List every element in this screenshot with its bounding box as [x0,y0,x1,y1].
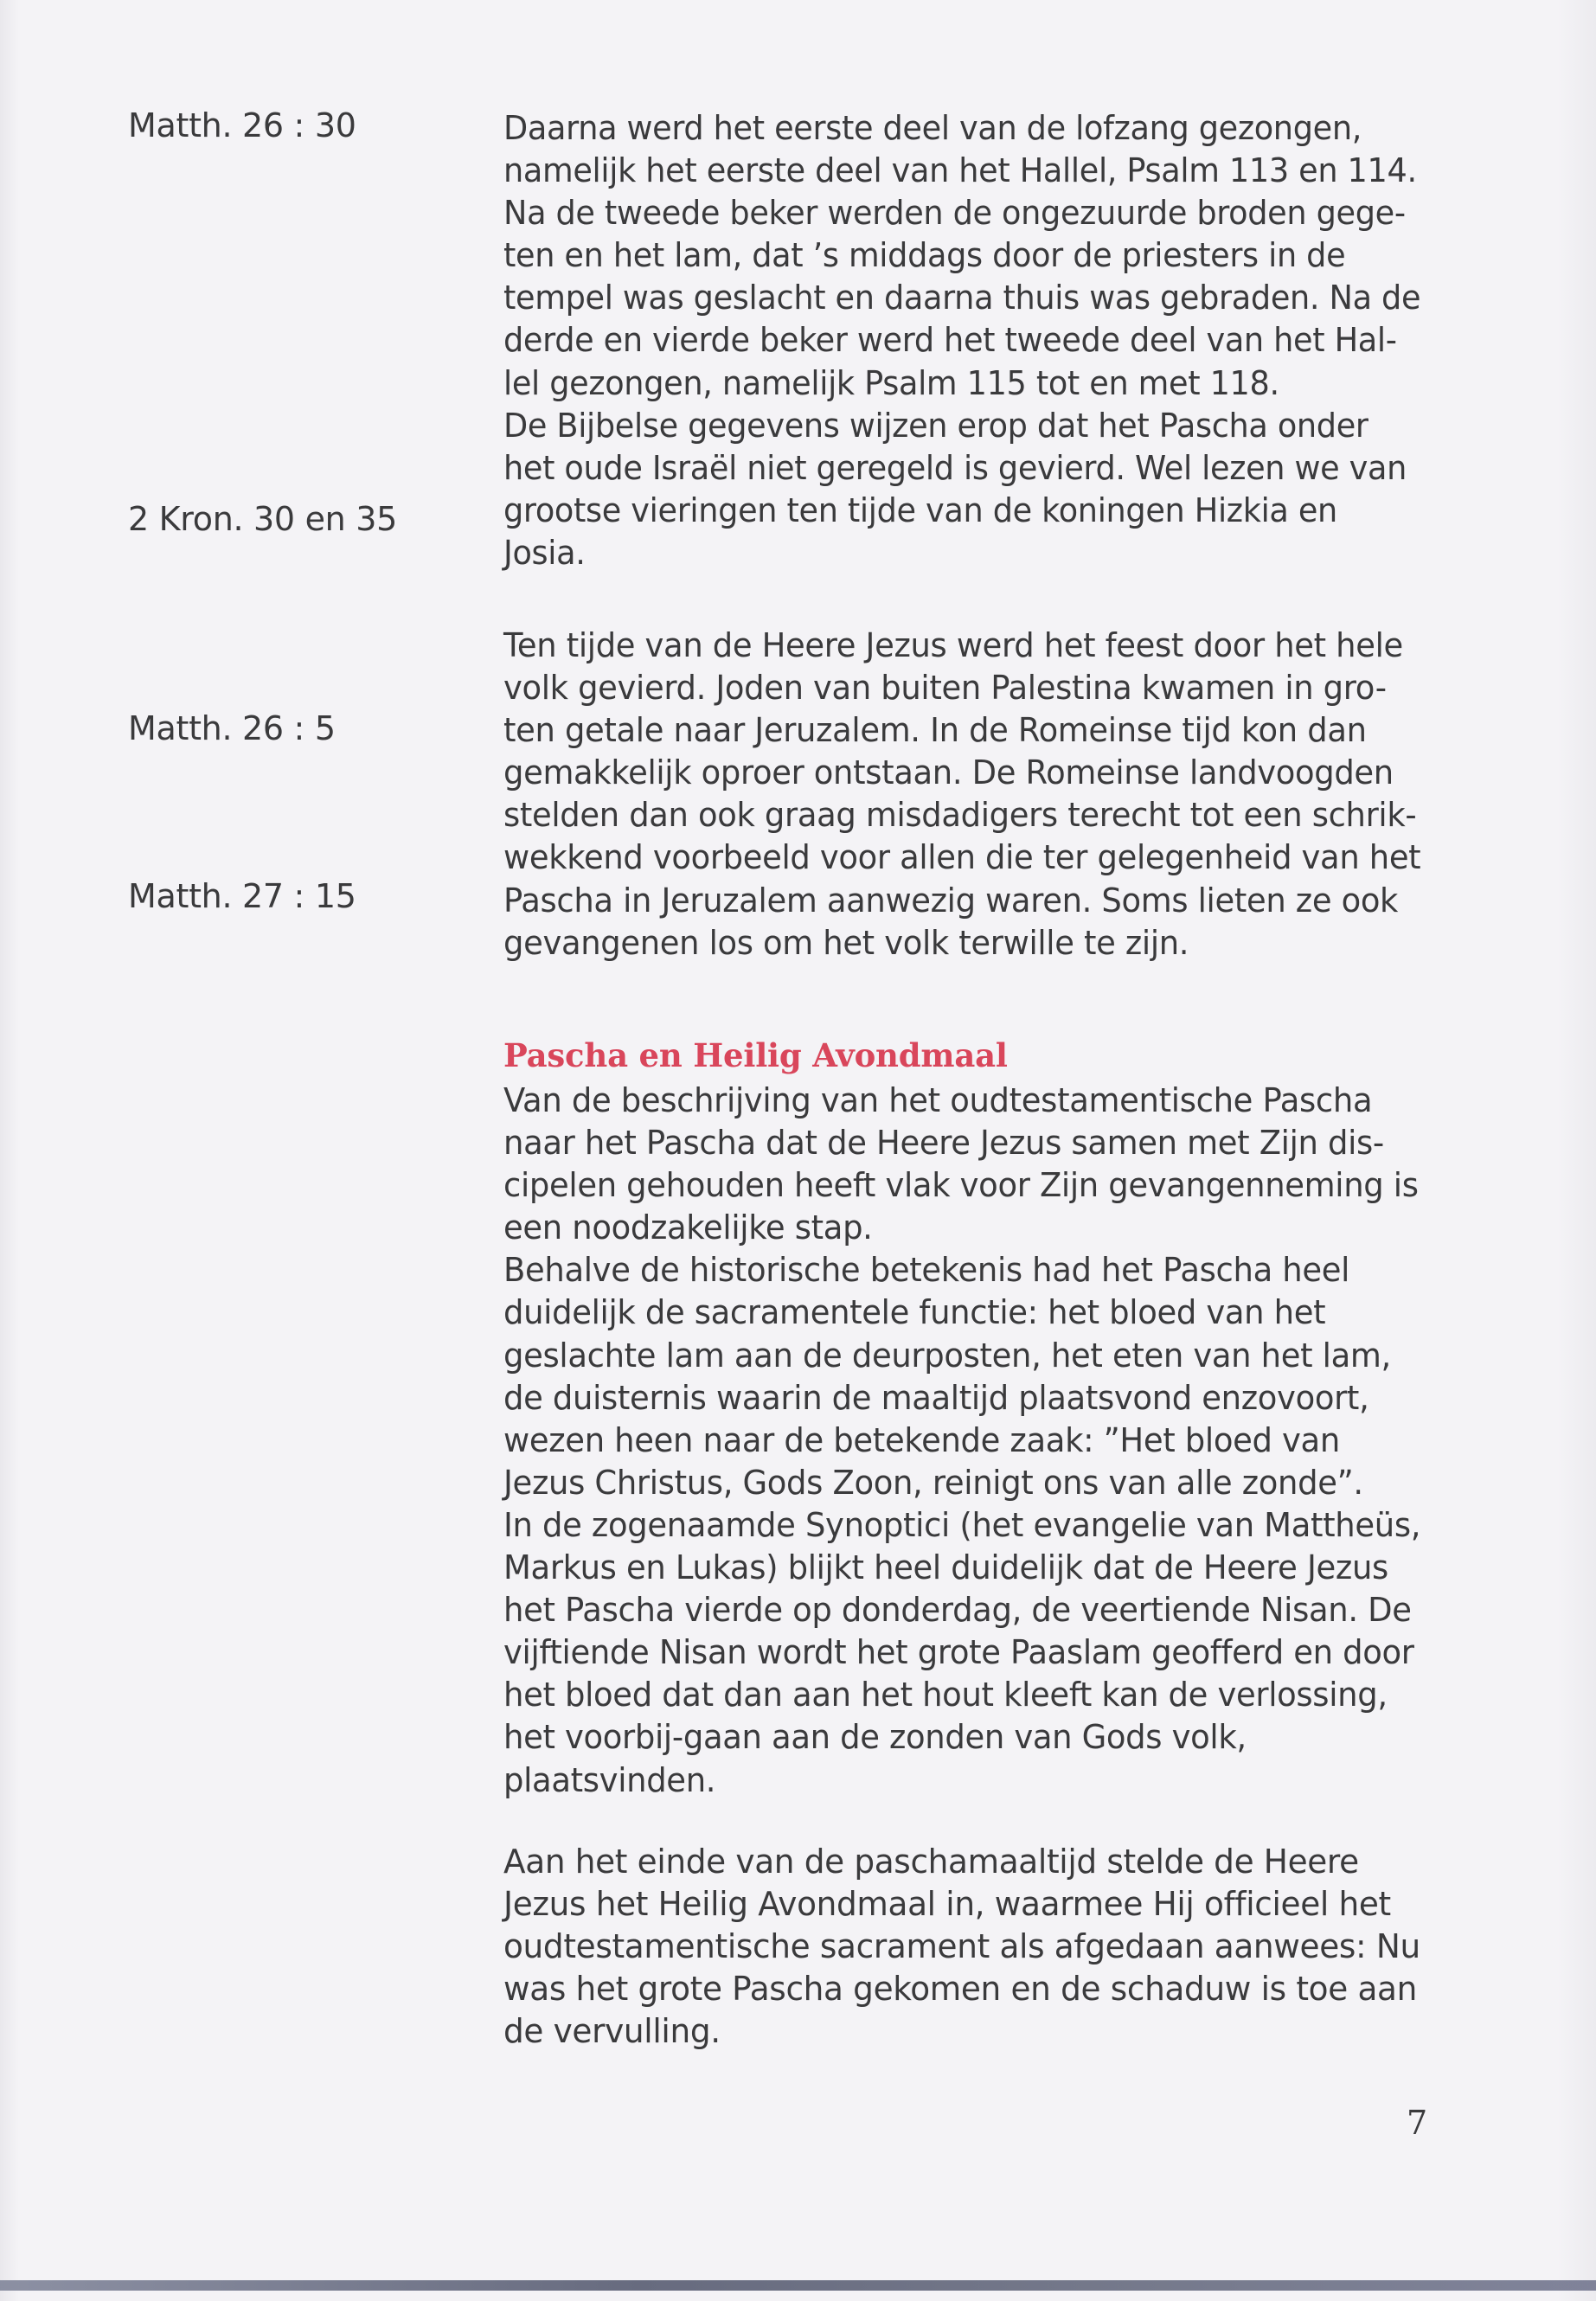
text-line: het Pascha vierde op donderdag, de veertiende Nisan. De [503,1591,1412,1631]
margin-reference: 2 Kron. 30 en 35 [128,500,397,538]
text-line: Pascha in Jeruzalem aanwezig waren. Soms lieten ze ook [503,881,1399,920]
body-paragraph [503,625,1460,965]
body-paragraph [503,1080,1459,1802]
text-line: Van de beschrijving van het oudtestamentische Pascha [503,1081,1373,1120]
text-line: gemakkelijk oproer ontstaan. De Romeinse landvoogden [503,753,1394,793]
body-paragraph [503,1841,1447,2053]
text-line: het oude Israël niet geregeld is gevierd. Wel lezen we van [503,448,1407,488]
text-line: plaatsvinden. [503,1760,716,1800]
margin-reference: Matth. 27 : 15 [128,877,356,915]
bottom-edge-divider [0,2280,1596,2291]
text-line: derde en vierde beker werd het tweede deel van het Hal- [503,321,1397,361]
page-number: 7 [1407,2104,1428,2142]
text-line: stelden dan ook graag misdadigers terecht tot een schrik- [503,796,1417,836]
text-line: ten en het lam, dat ’s middags door de priesters in de [503,236,1346,276]
text-line: cipelen gehouden heeft vlak voor Zijn gevangenneming is [503,1166,1419,1206]
text-line: Markus en Lukas) blijkt heel duidelijk dat de Heere Jezus [503,1548,1388,1588]
margin-reference: Matth. 26 : 5 [128,709,336,747]
text-line: oudtestamentische sacrament als afgedaan aanwees: Nu [503,1927,1420,1967]
margin-reference: Matth. 26 : 30 [128,106,356,144]
text-line: Daarna werd het eerste deel van de lofzang gezongen, [503,109,1362,148]
text-line: wezen heen naar de betekende zaak: ”Het bloed van [503,1420,1340,1460]
text-line: Jezus Christus, Gods Zoon, reinigt ons van alle zonde”. [503,1463,1363,1503]
text-line: het bloed dat dan aan het hout kleeft kan de verlossing, [503,1676,1388,1715]
text-line: was het grote Pascha gekomen en de schaduw is toe aan [503,1970,1417,2009]
text-line: Josia. [503,533,586,573]
text-line: volk gevierd. Joden van buiten Palestina kwamen in gro- [503,669,1387,708]
text-line: De Bijbelse gegevens wijzen erop dat het Pascha onder [503,406,1368,445]
body-paragraph [503,107,1467,574]
text-line: Jezus het Heilig Avondmaal in, waarmee Hij officieel het [503,1885,1391,1925]
text-line: tempel was geslacht en daarna thuis was gebraden. Na de [503,279,1421,318]
text-line: grootse vieringen ten tijde van de koningen Hizkia en [503,490,1337,530]
text-line: vijftiende Nisan wordt het grote Paaslam geofferd en door [503,1633,1414,1673]
text-line: naar het Pascha dat de Heere Jezus samen met Zijn dis- [503,1124,1384,1163]
text-line: de vervulling. [503,2012,721,2052]
text-line: Aan het einde van de paschamaaltijd stelde de Heere [503,1843,1359,1881]
text-line: lel gezongen, namelijk Psalm 115 tot en met 118. [503,363,1279,403]
text-line: Behalve de historische betekenis had het Pascha heel [503,1251,1350,1291]
text-line: wekkend voorbeeld voor allen die ter gelegenheid van het [503,838,1421,878]
text-line: de duisternis waarin de maaltijd plaatsvond enzovoort, [503,1378,1369,1418]
text-line: ten getale naar Jeruzalem. In de Romeinse tijd kon dan [503,711,1367,751]
text-line: Ten tijde van de Heere Jezus werd het feest door het hele [503,626,1403,665]
text-line: gevangenen los om het volk terwille te zijn. [503,923,1189,963]
section-heading: Pascha en Heilig Avondmaal [503,1036,1008,1074]
text-line: geslachte lam aan de deurposten, het eten van het lam, [503,1336,1391,1375]
text-line: namelijk het eerste deel van het Hallel, Psalm 113 en 114. [503,151,1417,191]
text-line: In de zogenaamde Synoptici (het evangelie van Mattheüs, [503,1505,1421,1545]
text-line: het voorbij-gaan aan de zonden van Gods volk, [503,1718,1247,1758]
text-line: duidelijk de sacramentele functie: het bloed van het [503,1293,1326,1333]
text-line: Na de tweede beker werden de ongezuurde broden gege- [503,194,1406,234]
text-line: een noodzakelijke stap. [503,1208,873,1248]
